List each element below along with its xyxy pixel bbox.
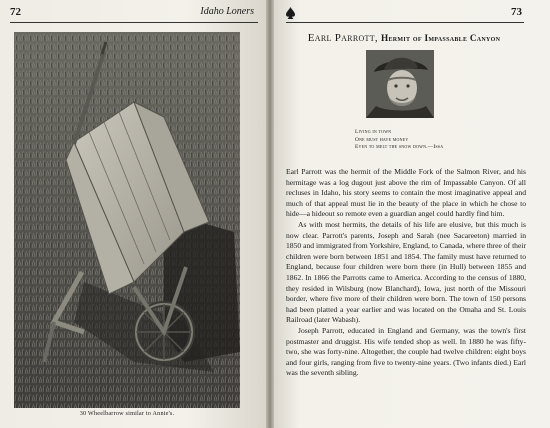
body-paragraph: Joseph Parrott, educated in England and Germany, was the town's first postmaster and druggist. His wife tended shop as well. In 1880 he was fifty-two, she was forty-nine. Altogether, the couple had twelve children: eight boys and four girls, ranging from five to twenty-nine years. (Two infants died.) Earl was the seventh sibling. bbox=[286, 325, 526, 378]
chapter-title bbox=[284, 32, 524, 44]
right-page-number: 73 bbox=[511, 6, 522, 18]
left-header-rule bbox=[10, 22, 258, 23]
chapter-title-name: Earl Parrott, bbox=[307, 32, 378, 44]
earl-parrott-portrait bbox=[366, 50, 434, 118]
left-running-head bbox=[10, 6, 260, 22]
epigraph-line: Even to melt the snow down.—Issa bbox=[355, 144, 444, 151]
body-paragraph: Earl Parrott was the hermit of the Middle Fork of the Salmon River, and his hermitage was a log dugout just above the rim of Impassable Canyon. Of all recluses in Idaho, his story seems to contain the most imaginative appeal and much of that appeal must lie in the beauty of the place in which he chose to hide—a hideout so remote even a guardian angel could hardly find him. bbox=[286, 167, 526, 219]
photo-caption: 30 Wheelbarrow similar to Annie's. bbox=[79, 410, 175, 417]
right-running-head bbox=[286, 6, 522, 22]
book-gutter bbox=[266, 0, 274, 428]
epigraph-line: Living in town bbox=[355, 129, 392, 135]
body-paragraph: As with most hermits, the details of his life are elusive, but this much is now clear. Parrott's parents, Joseph and Sarah (nee Sacareeton) married in 1850 and immigrated from Yorkshire, England, to Canada, where three of their children were born between 1851 and 1854. The family must have returned to England, because four children were born there (in Hull) between 1855 and 1862. In 1866 the Parrotts came to America. According to the census of 1880, they resided in Wilsburg (now Blanchard), Iowa, just north of the Missouri border, where five more of their children were born. The town of 150 persons had been platted a year earlier and was located on the Omaha and St. Louis Railroad (later Wabash). bbox=[286, 219, 526, 325]
epigraph-line: One must have money bbox=[355, 136, 409, 143]
wheelbarrow-photo bbox=[14, 32, 240, 408]
right-header-rule bbox=[286, 22, 524, 23]
chapter-title-subtitle: Hermit of Impassable Canyon bbox=[381, 33, 501, 43]
left-page-number: 72 bbox=[10, 6, 21, 18]
epigraph bbox=[355, 129, 525, 152]
left-running-title: Idaho Loners bbox=[200, 6, 254, 17]
spade-ornament-icon bbox=[286, 7, 295, 19]
chapter-body bbox=[286, 167, 526, 379]
